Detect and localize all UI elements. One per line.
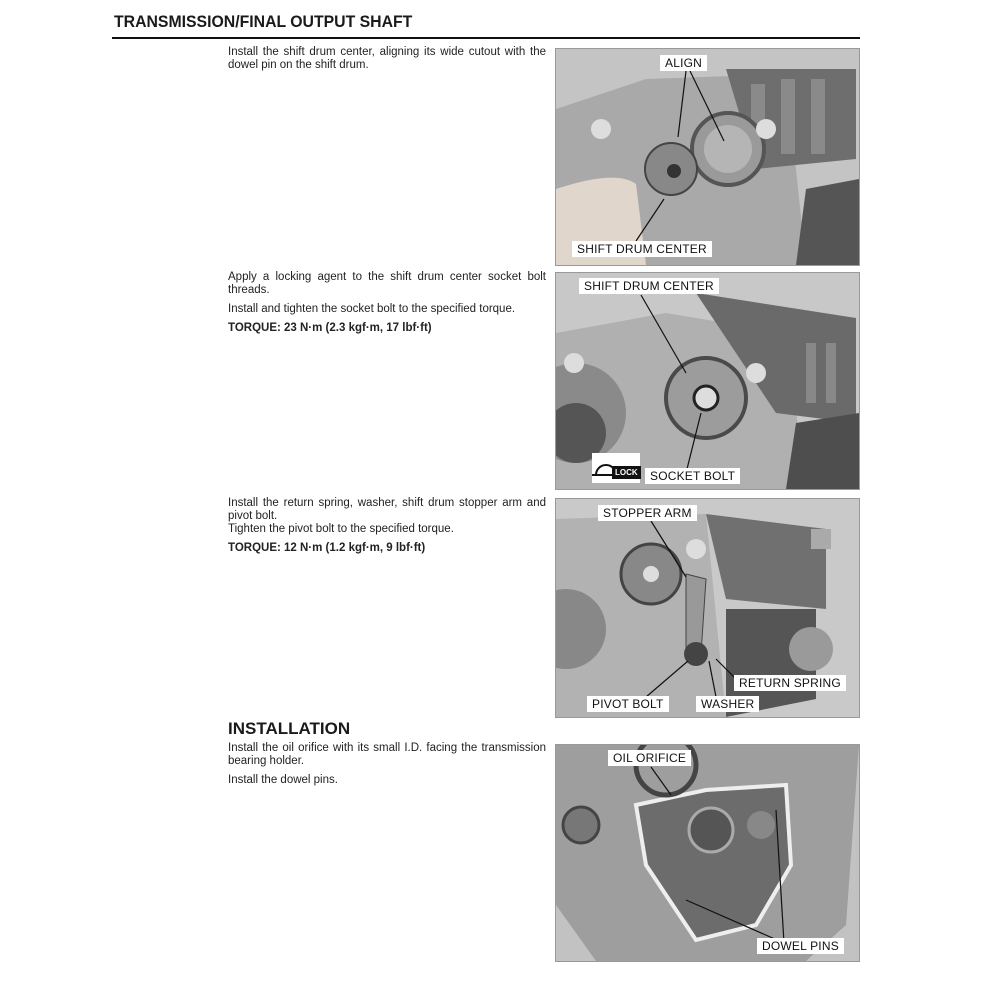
title-rule: [112, 37, 860, 39]
installation-paragraph-1: Install the oil orifice with its small I.D. facing the transmission bearing holder.: [228, 742, 546, 767]
step-1-text: [228, 46, 546, 78]
figure-oil-orifice-dowel-pins: [555, 744, 860, 962]
installation-paragraph-2: Install the dowel pins.: [228, 774, 338, 786]
engine-photo-illustration: [556, 745, 859, 961]
callout-socket-bolt: SOCKET BOLT: [645, 468, 740, 484]
callout-dowel-pins: DOWEL PINS: [757, 938, 844, 954]
callout-shift-drum-center-2: SHIFT DRUM CENTER: [579, 278, 719, 294]
step-3-paragraph-2: Tighten the pivot bolt to the specified torque.: [228, 523, 454, 535]
step-3-paragraph-1: Install the return spring, washer, shift drum stopper arm and pivot bolt.: [228, 497, 546, 522]
locking-agent-icon: [592, 453, 640, 483]
callout-stopper-arm: STOPPER ARM: [598, 505, 697, 521]
figure-shift-drum-center-align: [555, 48, 860, 266]
callout-shift-drum-center: SHIFT DRUM CENTER: [572, 241, 712, 257]
step-2-torque-spec: TORQUE: 23 N·m (2.3 kgf·m, 17 lbf·ft): [228, 322, 432, 334]
step-3-text: [228, 497, 546, 561]
step-3-torque-spec: TORQUE: 12 N·m (1.2 kgf·m, 9 lbf·ft): [228, 542, 426, 554]
callout-oil-orifice: OIL ORIFICE: [608, 750, 691, 766]
installation-heading: INSTALLATION: [228, 719, 351, 738]
step-1-paragraph: Install the shift drum center, aligning its wide cutout with the dowel pin on the shift drum.: [228, 46, 546, 71]
lock-label: LOCK: [612, 466, 641, 479]
callout-washer: WASHER: [696, 696, 759, 712]
callout-pivot-bolt: PIVOT BOLT: [587, 696, 669, 712]
step-2-text: [228, 271, 546, 341]
step-2-paragraph-1: Apply a locking agent to the shift drum center socket bolt threads.: [228, 271, 546, 296]
callout-return-spring: RETURN SPRING: [734, 675, 846, 691]
page-title: TRANSMISSION/FINAL OUTPUT SHAFT: [114, 12, 413, 31]
installation-text: [228, 742, 546, 793]
engine-photo-illustration: [556, 49, 859, 265]
callout-align: ALIGN: [660, 55, 707, 71]
step-2-paragraph-2: Install and tighten the socket bolt to the specified torque.: [228, 303, 516, 315]
